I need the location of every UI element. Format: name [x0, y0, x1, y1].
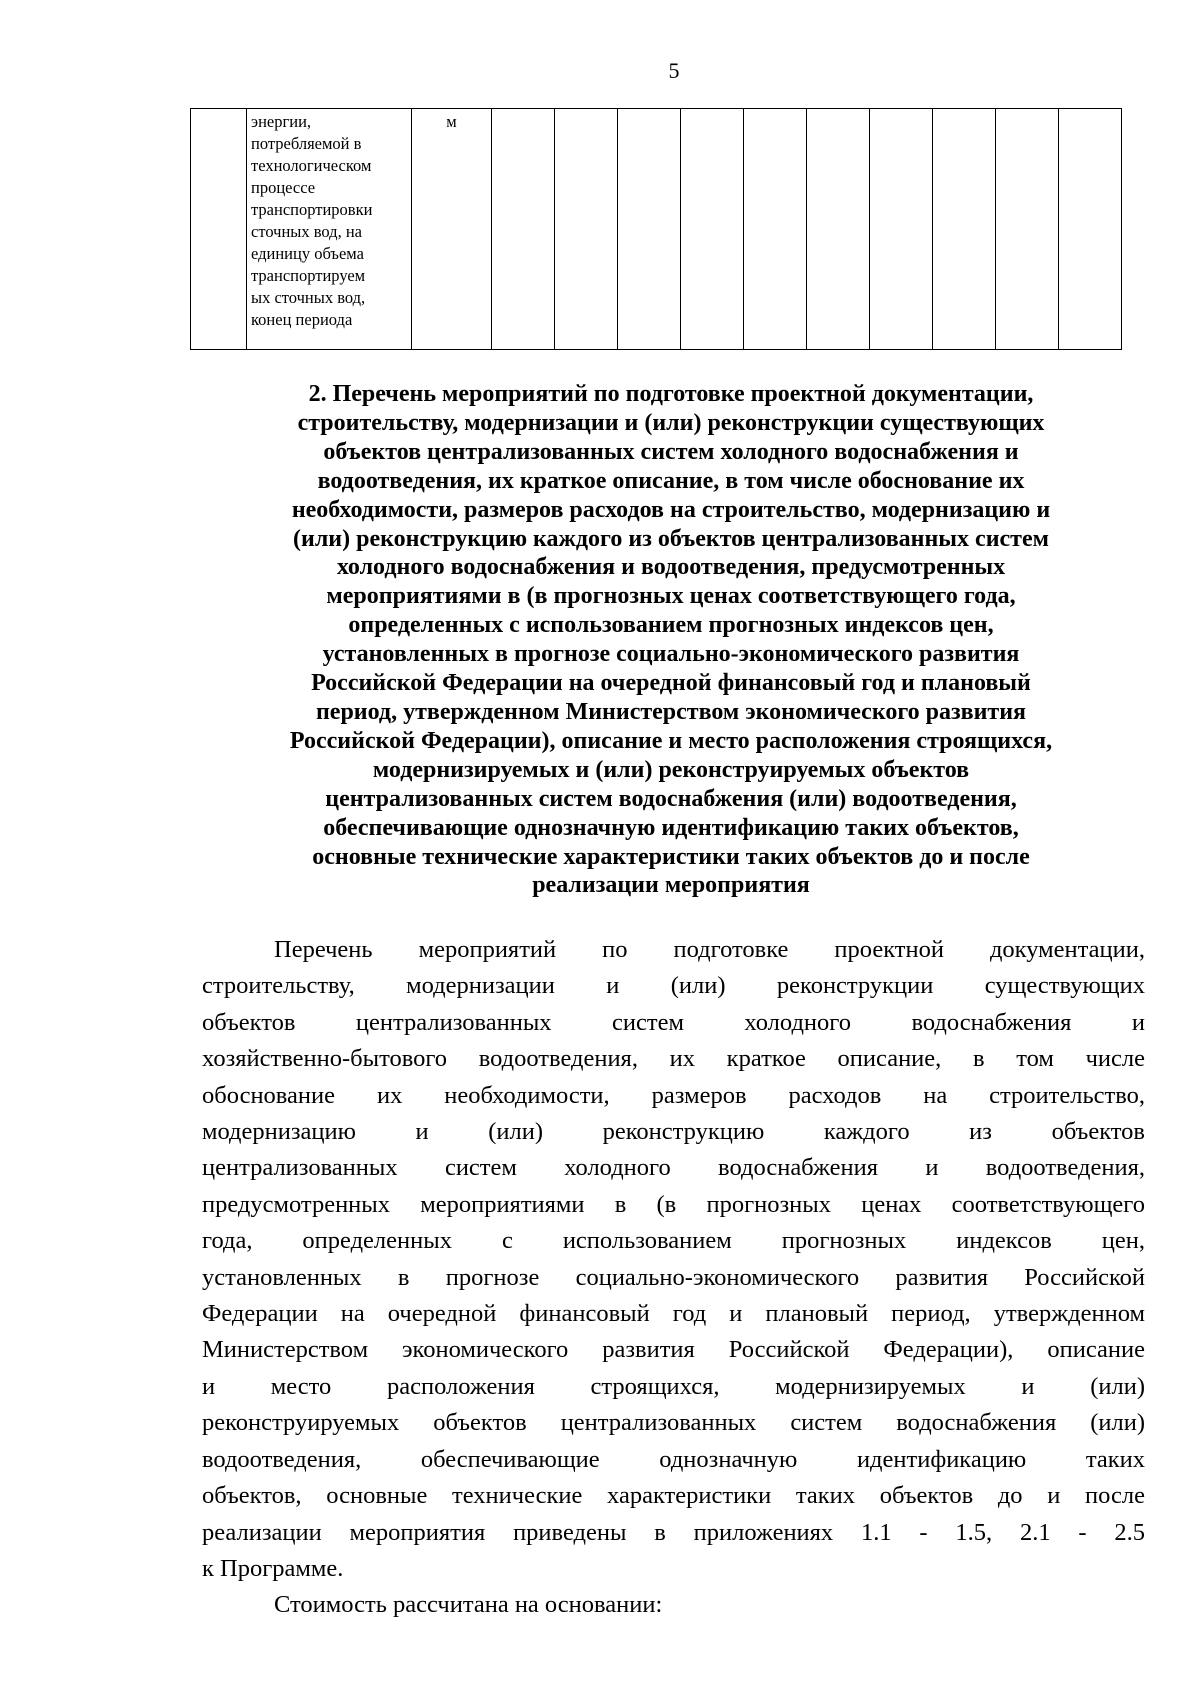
heading-line: мероприятиями в (в прогнозных ценах соответствующего года,	[326, 583, 1016, 610]
table-row	[191, 109, 1122, 350]
table-cell-indicator-description	[247, 109, 412, 350]
heading-line: модернизируемых и (или) реконструируемых объектов	[372, 756, 970, 783]
table-cell-value	[996, 109, 1059, 350]
heading-line: период, утвержденном Министерством экономического развития	[315, 698, 1027, 725]
description-line: процессе	[251, 178, 316, 197]
heading-line: необходимости, размеров расходов на строительство, модернизацию и	[291, 496, 1051, 523]
description-line: единицу объема	[251, 244, 364, 263]
paragraph-line: объектов централизованных систем холодного водоснабжения и	[202, 1008, 1145, 1036]
paragraph-line: Перечень мероприятий по подготовке проектной документации,	[274, 936, 1145, 963]
heading-line: основные технические характеристики таких объектов до и после	[312, 843, 1030, 870]
paragraph-line: предусмотренных мероприятиями в (в прогнозных ценах соответствующего	[202, 1190, 1145, 1218]
paragraph-line: Стоимость рассчитана на основании:	[274, 1591, 663, 1619]
paragraph-line: водоотведения, обеспечивающие однозначную идентификацию таких	[202, 1445, 1145, 1473]
description-line: транспортировки	[251, 200, 373, 219]
paragraph-line: модернизацию и (или) реконструкцию каждого из объектов	[202, 1118, 1145, 1146]
description-line: энергии,	[251, 112, 312, 131]
heading-line: водоотведения, их краткое описание, в том числе обоснование их	[317, 467, 1025, 494]
table-cell-value	[618, 109, 681, 350]
paragraph-line: Федерации на очередной финансовый год и плановый период, утвержденном	[202, 1300, 1145, 1328]
heading-line: обеспечивающие однозначную идентификацию таких объектов,	[323, 814, 1019, 841]
table-cell-index	[191, 109, 247, 350]
paragraph-line: объектов, основные технические характеристики таких объектов до и после	[202, 1482, 1145, 1510]
continued-indicator-table	[190, 108, 1122, 350]
paragraph-line: и место расположения строящихся, модернизируемых и (или)	[202, 1372, 1145, 1400]
paragraph-line: реализации мероприятия приведены в приложениях 1.1 - 1.5, 2.1 - 2.5	[202, 1518, 1145, 1546]
heading-line: реализации мероприятия	[532, 872, 810, 899]
heading-line: 2. Перечень мероприятий по подготовке проектной документации,	[308, 381, 1034, 407]
heading-line: Российской Федерации на очередной финансовый год и плановый	[311, 670, 1031, 697]
paragraph-line: хозяйственно-бытового водоотведения, их краткое описание, в том числе	[202, 1045, 1145, 1073]
table-cell-value	[807, 109, 870, 350]
section-heading	[218, 380, 1124, 900]
description-line: транспортируем	[251, 266, 366, 285]
heading-line: Российской Федерации), описание и место расположения строящихся,	[289, 727, 1053, 754]
table-cell-value	[744, 109, 807, 350]
heading-line: централизованных систем водоснабжения (или) водоотведения,	[325, 785, 1017, 812]
heading-line: объектов централизованных систем холодного водоснабжения и	[323, 438, 1019, 465]
table-cell-value	[492, 109, 555, 350]
paragraph-line: Министерством экономического развития Российской Федерации), описание	[202, 1336, 1145, 1364]
table-cell-unit: м	[412, 109, 492, 350]
paragraph-line: строительству, модернизации и (или) реконструкции существующих	[202, 972, 1145, 1000]
table-cell-value	[870, 109, 933, 350]
paragraph-line: реконструируемых объектов централизованных систем водоснабжения (или)	[202, 1409, 1145, 1437]
paragraph-line: централизованных систем холодного водоснабжения и водоотведения,	[202, 1154, 1145, 1182]
paragraph-line: установленных в прогнозе социально-экономического развития Российской	[202, 1263, 1145, 1291]
heading-line: строительству, модернизации и (или) реконструкции существующих	[297, 409, 1045, 436]
description-line: ых сточных вод,	[251, 288, 366, 307]
table-cell-value	[555, 109, 618, 350]
table-cell-value	[681, 109, 744, 350]
table-cell-value	[933, 109, 996, 350]
heading-line: (или) реконструкцию каждого из объектов централизованных систем	[293, 525, 1049, 552]
heading-line: установленных в прогнозе социально-экономического развития	[322, 641, 1020, 668]
paragraph	[202, 1587, 1145, 1623]
paragraph-line: к Программе.	[202, 1554, 344, 1582]
description-line: конец периода	[251, 310, 353, 329]
table-cell-value	[1059, 109, 1122, 350]
description-line: технологическом	[251, 156, 372, 175]
paragraph-line: обоснование их необходимости, размеров расходов на строительство,	[202, 1081, 1145, 1109]
description-line: потребляемой в	[251, 134, 362, 153]
paragraph-line: года, определенных с использованием прогнозных индексов цен,	[202, 1227, 1145, 1255]
page-number: 5	[668, 58, 680, 83]
description-line: сточных вод, на	[251, 222, 362, 241]
body-text	[202, 932, 1145, 1624]
heading-line: определенных с использованием прогнозных индексов цен,	[348, 612, 994, 639]
heading-line: холодного водоснабжения и водоотведения, предусмотренных	[336, 554, 1006, 581]
paragraph	[202, 932, 1145, 1587]
